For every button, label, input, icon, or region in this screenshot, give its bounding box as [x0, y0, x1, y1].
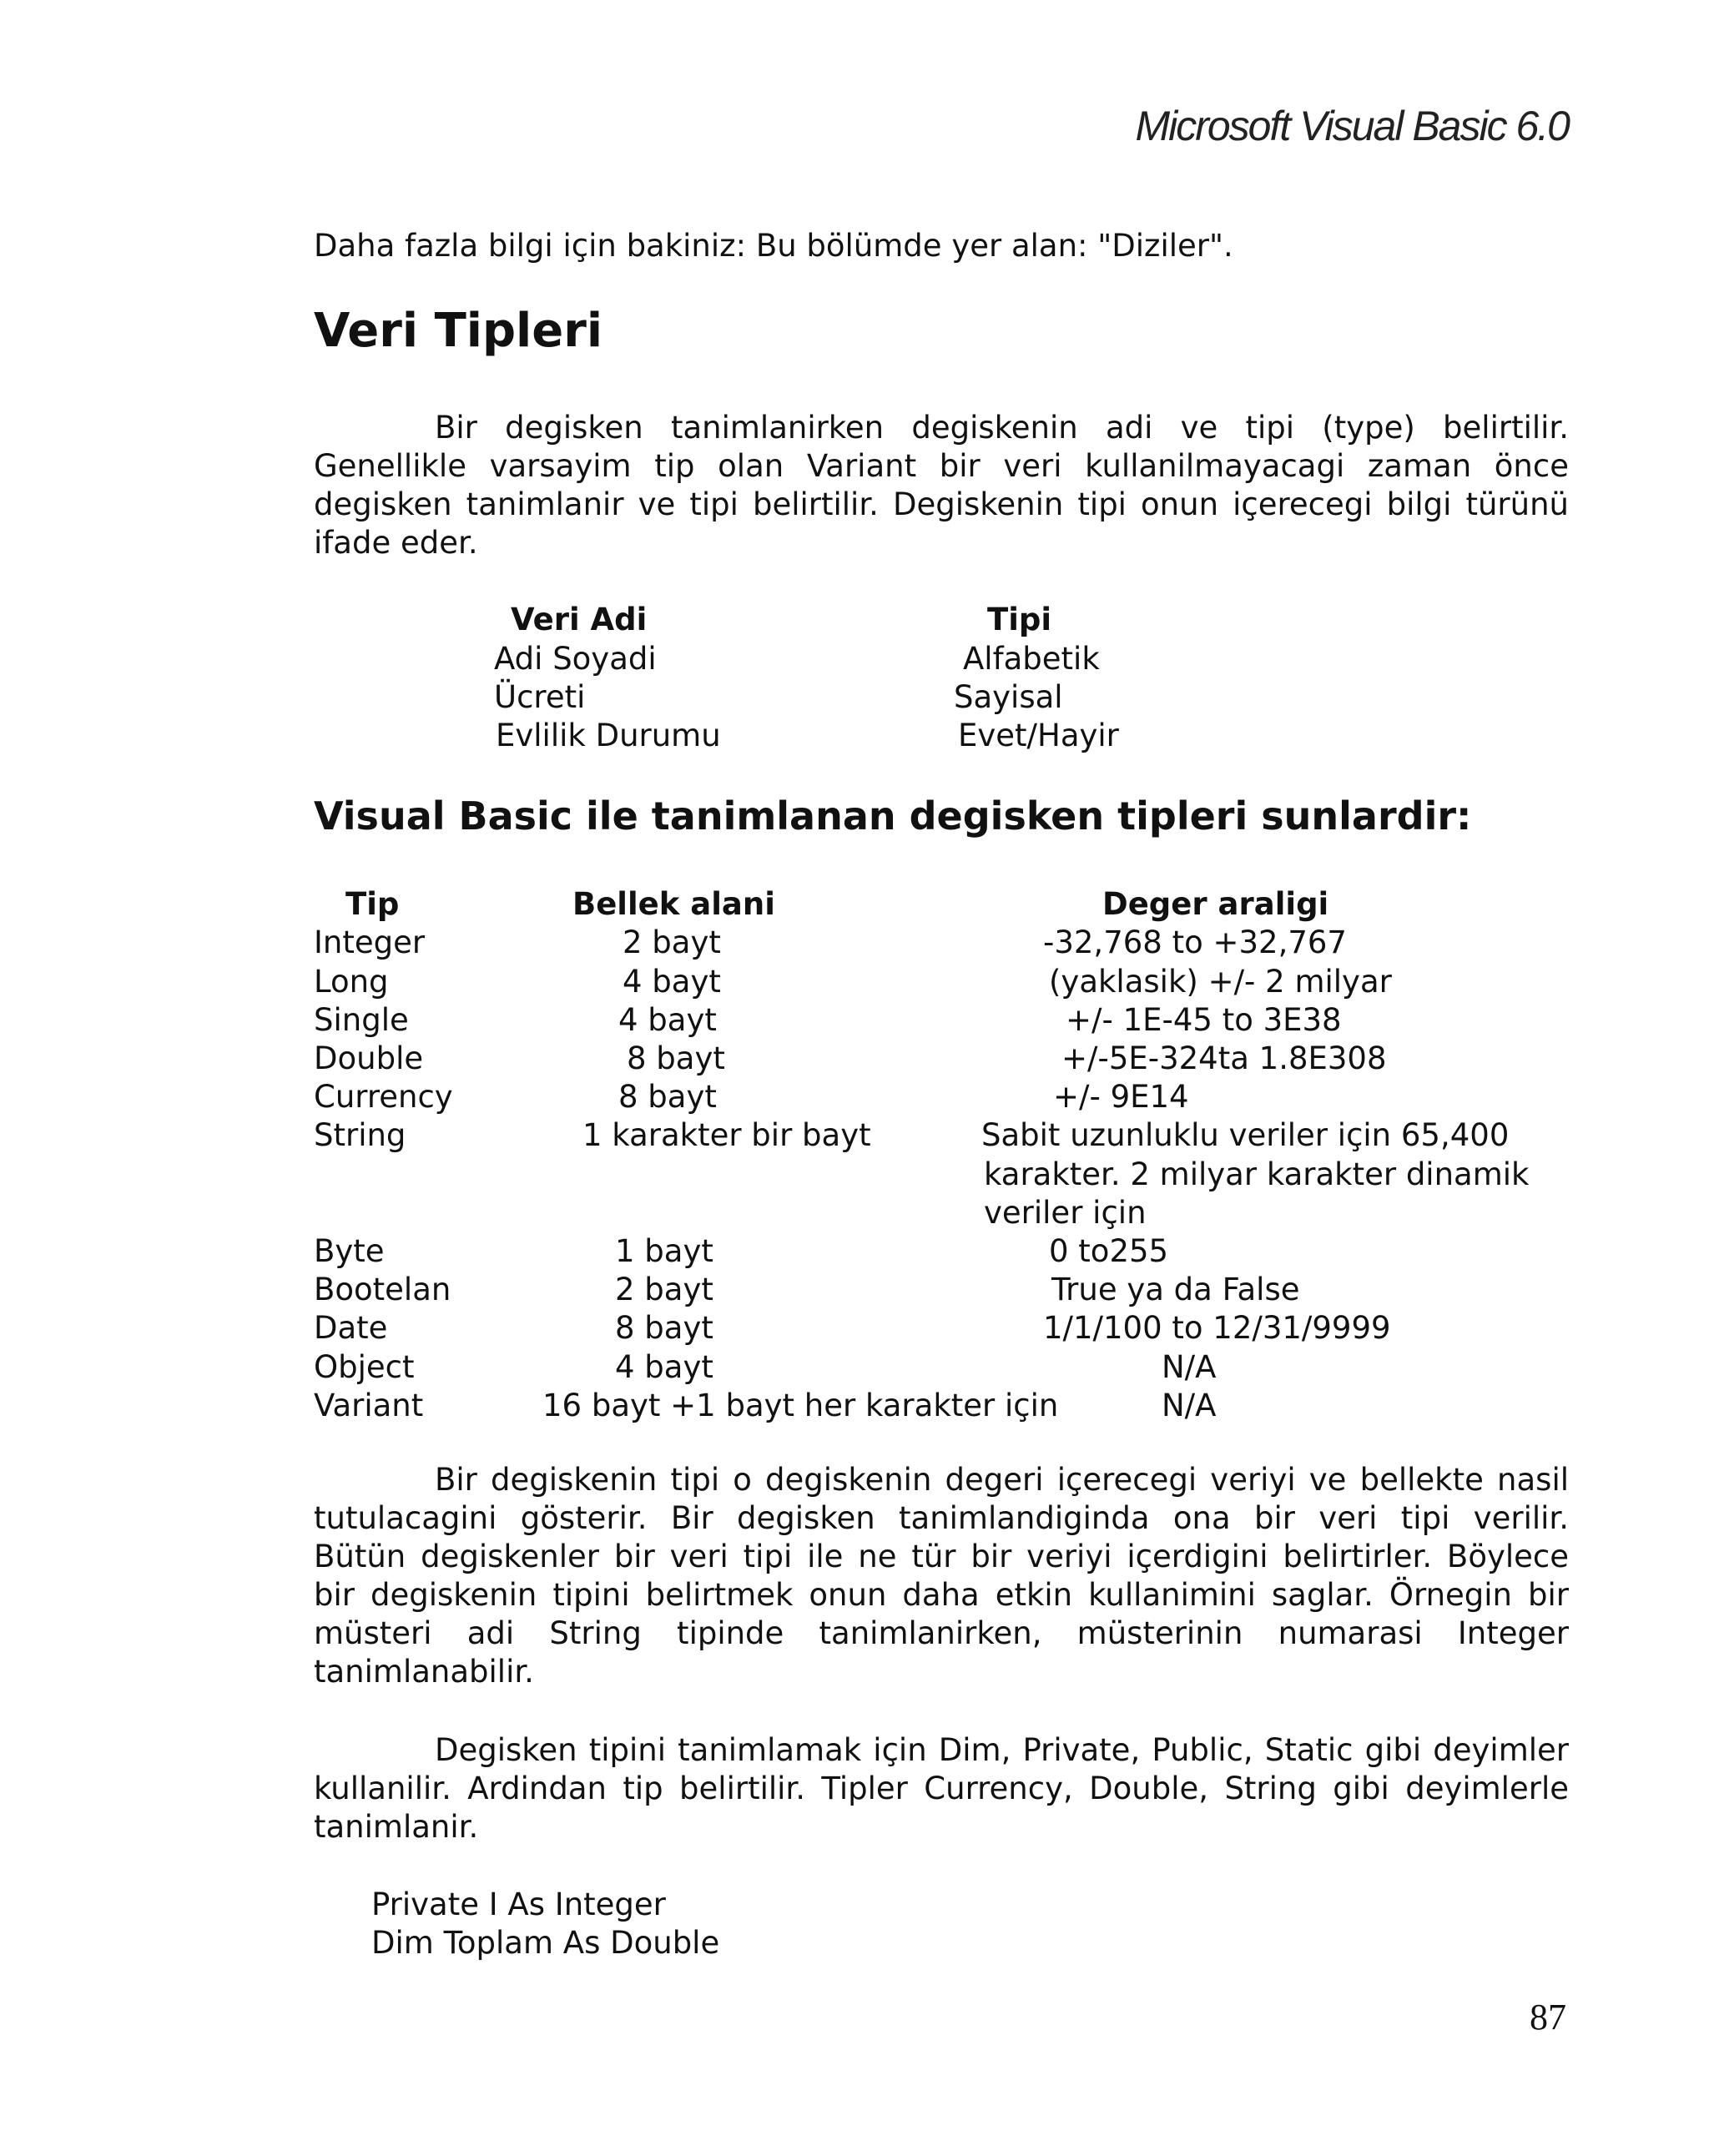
paragraph-line: Degisken tipini tanimlamak için Dim, Private, Public, Static gibi deyimler [435, 1732, 1569, 1768]
paragraph-line: Bir degisken tanimlanirken degiskenin adi ve tipi (type) belirtilir. [435, 410, 1569, 446]
types-cell: Long [314, 964, 389, 1000]
types-cell: Sabit uzunluklu veriler için 65,400 [981, 1117, 1510, 1153]
subsection-title: Visual Basic ile tanimlanan degisken tipleri sunlardir: [314, 793, 1472, 839]
paragraph-line: Bir degiskenin tipi o degiskenin degeri içerecegi veriyi ve bellekte nasil [435, 1462, 1569, 1498]
types-cell: Single [314, 1002, 409, 1038]
paragraph-3 [314, 1731, 1569, 1846]
example-cell: Evlilik Durumu [496, 718, 721, 753]
example-cell: Adi Soyadi [494, 641, 657, 677]
intro-line: Daha fazla bilgi için bakiniz: Bu bölümde yer alan: "Diziler". [314, 228, 1233, 264]
types-cell: karakter. 2 milyar karakter dinamik [984, 1156, 1530, 1192]
types-cell: 4 bayt [618, 1002, 717, 1038]
types-cell: -32,768 to +32,767 [1043, 924, 1347, 960]
types-cell: +/- 9E14 [1053, 1079, 1189, 1115]
paragraph-1 [314, 409, 1569, 562]
running-header: Microsoft Visual Basic 6.0 [1135, 103, 1569, 149]
types-cell: Variant [314, 1388, 424, 1423]
types-cell: N/A [1162, 1388, 1217, 1423]
types-cell: 4 bayt [615, 1349, 713, 1385]
types-cell: 4 bayt [623, 964, 721, 1000]
types-cell: Date [314, 1310, 388, 1346]
types-cell: Integer [314, 924, 426, 960]
paragraph-line: tutulacagini gösterir. Bir degisken tanimlandiginda ona bir veri tipi verilir. [314, 1500, 1569, 1536]
types-cell: String [314, 1117, 406, 1153]
paragraph-line: Genellikle varsayim tip olan Variant bir veri kullanilmayacagi zaman önce [314, 448, 1569, 484]
types-cell: Currency [314, 1079, 453, 1115]
types-cell: 16 bayt +1 bayt her karakter için [542, 1388, 1059, 1423]
section-title: Veri Tipleri [314, 304, 603, 358]
types-cell: Double [314, 1040, 424, 1076]
types-cell: 8 bayt [618, 1079, 717, 1115]
types-cell: 1/1/100 to 12/31/9999 [1043, 1310, 1391, 1346]
types-cell: N/A [1162, 1349, 1217, 1385]
types-header-memory: Bellek alani [572, 886, 775, 922]
types-cell: veriler için [984, 1195, 1147, 1231]
paragraph-line: tanimlanir. [314, 1809, 479, 1845]
types-cell: (yaklasik) +/- 2 milyar [1049, 964, 1392, 1000]
types-cell: 8 bayt [615, 1310, 713, 1346]
example-header-type: Tipi [987, 602, 1052, 637]
example-header-name: Veri Adi [511, 602, 648, 637]
types-cell: 8 bayt [627, 1040, 725, 1076]
types-cell: Byte [314, 1233, 385, 1269]
paragraph-line: tanimlanabilir. [314, 1654, 534, 1690]
types-cell: +/- 1E-45 to 3E38 [1066, 1002, 1342, 1038]
example-cell: Evet/Hayir [958, 718, 1119, 753]
types-cell: True ya da False [1051, 1272, 1300, 1307]
paragraph-2 [314, 1461, 1569, 1691]
types-cell: Bootelan [314, 1272, 451, 1307]
paragraph-line: degisken tanimlanir ve tipi belirtilir. Degiskenin tipi onun içerecegi bilgi türünü [314, 486, 1569, 522]
code-line: Dim Toplam As Double [371, 1925, 720, 1961]
types-header-tip: Tip [345, 886, 400, 922]
paragraph-line: bir degiskenin tipini belirtmek onun daha etkin kullanimini saglar. Örnegin bir [314, 1577, 1569, 1613]
code-line: Private I As Integer [371, 1886, 666, 1922]
types-header-range: Deger araligi [1102, 886, 1329, 922]
example-cell: Ücreti [494, 679, 586, 715]
paragraph-line: ifade eder. [314, 525, 478, 561]
paragraph-line: Bütün degiskenler bir veri tipi ile ne tür bir veriyi içerdigini belirtirler. Böylece [314, 1539, 1569, 1574]
types-cell: 2 bayt [615, 1272, 713, 1307]
example-cell: Alfabetik [963, 641, 1100, 677]
page-number: 87 [1530, 1997, 1566, 2038]
types-cell: Object [314, 1349, 415, 1385]
example-cell: Sayisal [954, 679, 1063, 715]
paragraph-line: müsteri adi String tipinde tanimlanirken, müsterinin numarasi Integer [314, 1615, 1569, 1651]
paragraph-line: kullanilir. Ardindan tip belirtilir. Tipler Currency, Double, String gibi deyimlerle [314, 1771, 1569, 1806]
types-cell: 1 karakter bir bayt [582, 1117, 871, 1153]
types-cell: 0 to255 [1049, 1233, 1169, 1269]
types-cell: +/-5E-324ta 1.8E308 [1061, 1040, 1387, 1076]
types-cell: 2 bayt [623, 924, 721, 960]
types-cell: 1 bayt [615, 1233, 713, 1269]
